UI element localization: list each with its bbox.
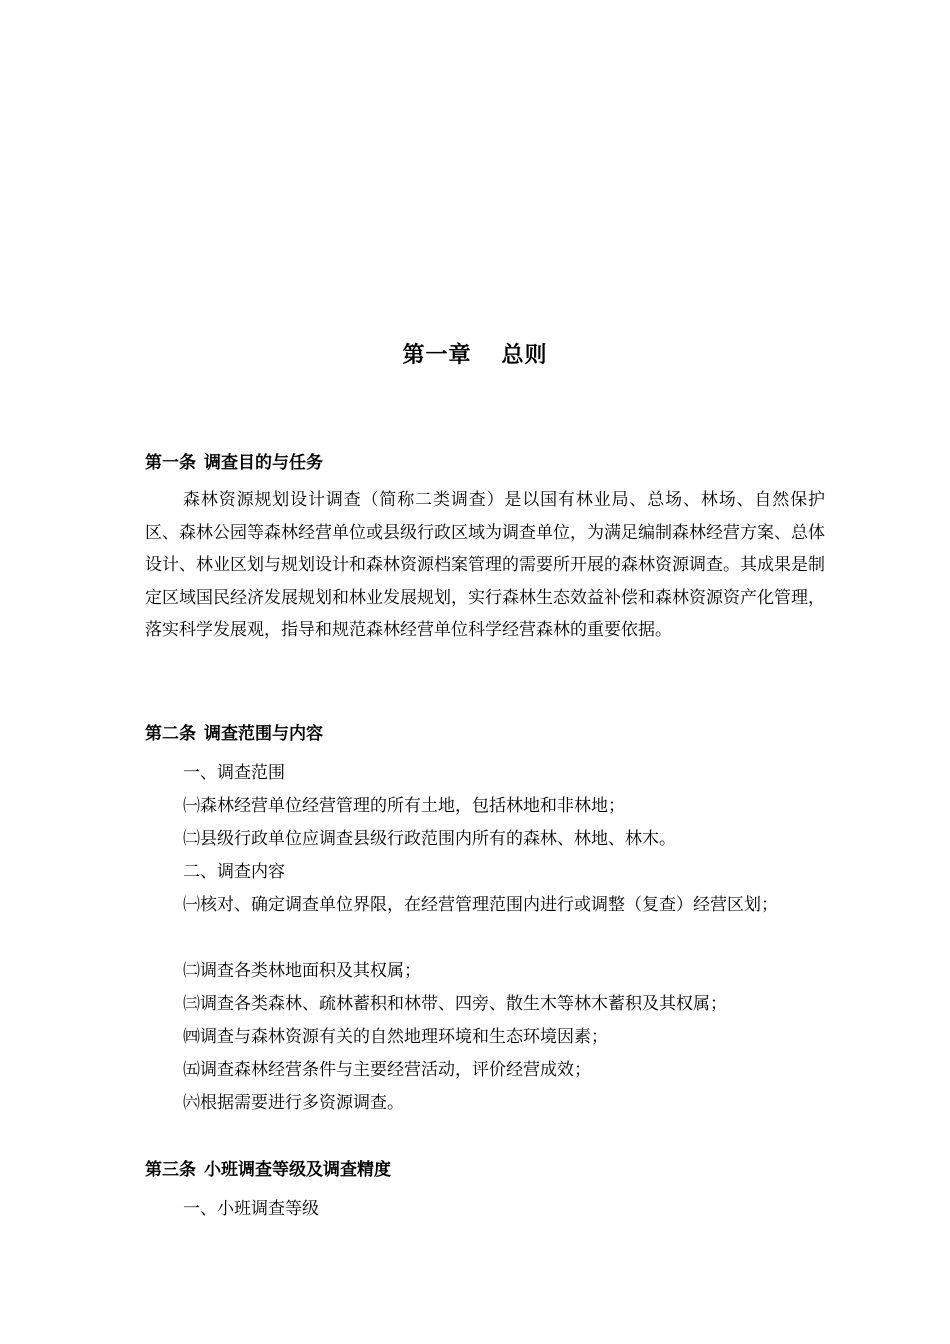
article-2-line: ㈡调查各类林地面积及其权属； <box>183 961 421 981</box>
article-2-line: 二、调查内容 <box>183 862 285 882</box>
article-2-line: ㈣调查与森林资源有关的自然地理环境和生态环境因素； <box>183 1027 608 1047</box>
article-number: 第三条 <box>145 1160 196 1180</box>
article-2-line: 一、调查范围 <box>183 763 285 783</box>
article-2-heading <box>145 719 323 744</box>
article-2-line: ㈤调查森林经营条件与主要经营活动，评价经营成效； <box>183 1060 591 1080</box>
article-1-heading <box>145 448 323 473</box>
article-title: 调查目的与任务 <box>204 453 323 473</box>
article-title: 小班调查等级及调查精度 <box>204 1160 391 1180</box>
chapter-title <box>0 338 950 369</box>
article-number: 第一条 <box>145 453 196 473</box>
article-title: 调查范围与内容 <box>204 724 323 744</box>
article-3-line: 一、小班调查等级 <box>183 1199 319 1219</box>
chapter-name: 总则 <box>501 343 548 368</box>
chapter-number: 第一章 <box>402 343 472 368</box>
article-2-line: ㈥根据需要进行多资源调查。 <box>183 1093 404 1113</box>
article-1-paragraph: 森林资源规划设计调查（简称二类调查）是以国有林业局、总场、林场、自然保护区、森林公园等森林经营单位或县级行政区域为调查单位，为满足编制森林经营方案、总体设计、林业区划与规划设计和森林资源档案管理的需要所开展的森林资源调查。其成果是制定区域国民经济发展规划和林业发展规划，实行森林生态效益补偿和森林资源资产化管理，落实科学发展观，指导和规范森林经营单位科学经营森林的重要依据。 <box>145 490 825 640</box>
article-2-line: ㈠森林经营单位经营管理的所有土地，包括林地和非林地； <box>183 796 625 816</box>
article-3-heading <box>145 1155 391 1180</box>
article-2-line: ㈠核对、确定调查单位界限，在经营管理范围内进行或调整（复查）经营区划； <box>183 895 778 915</box>
article-2-line: ㈡县级行政单位应调查县级行政范围内所有的森林、林地、林木。 <box>183 829 676 849</box>
article-number: 第二条 <box>145 724 196 744</box>
article-2-line: ㈢调查各类森林、疏林蓄积和林带、四旁、散生木等林木蓄积及其权属； <box>183 994 727 1014</box>
